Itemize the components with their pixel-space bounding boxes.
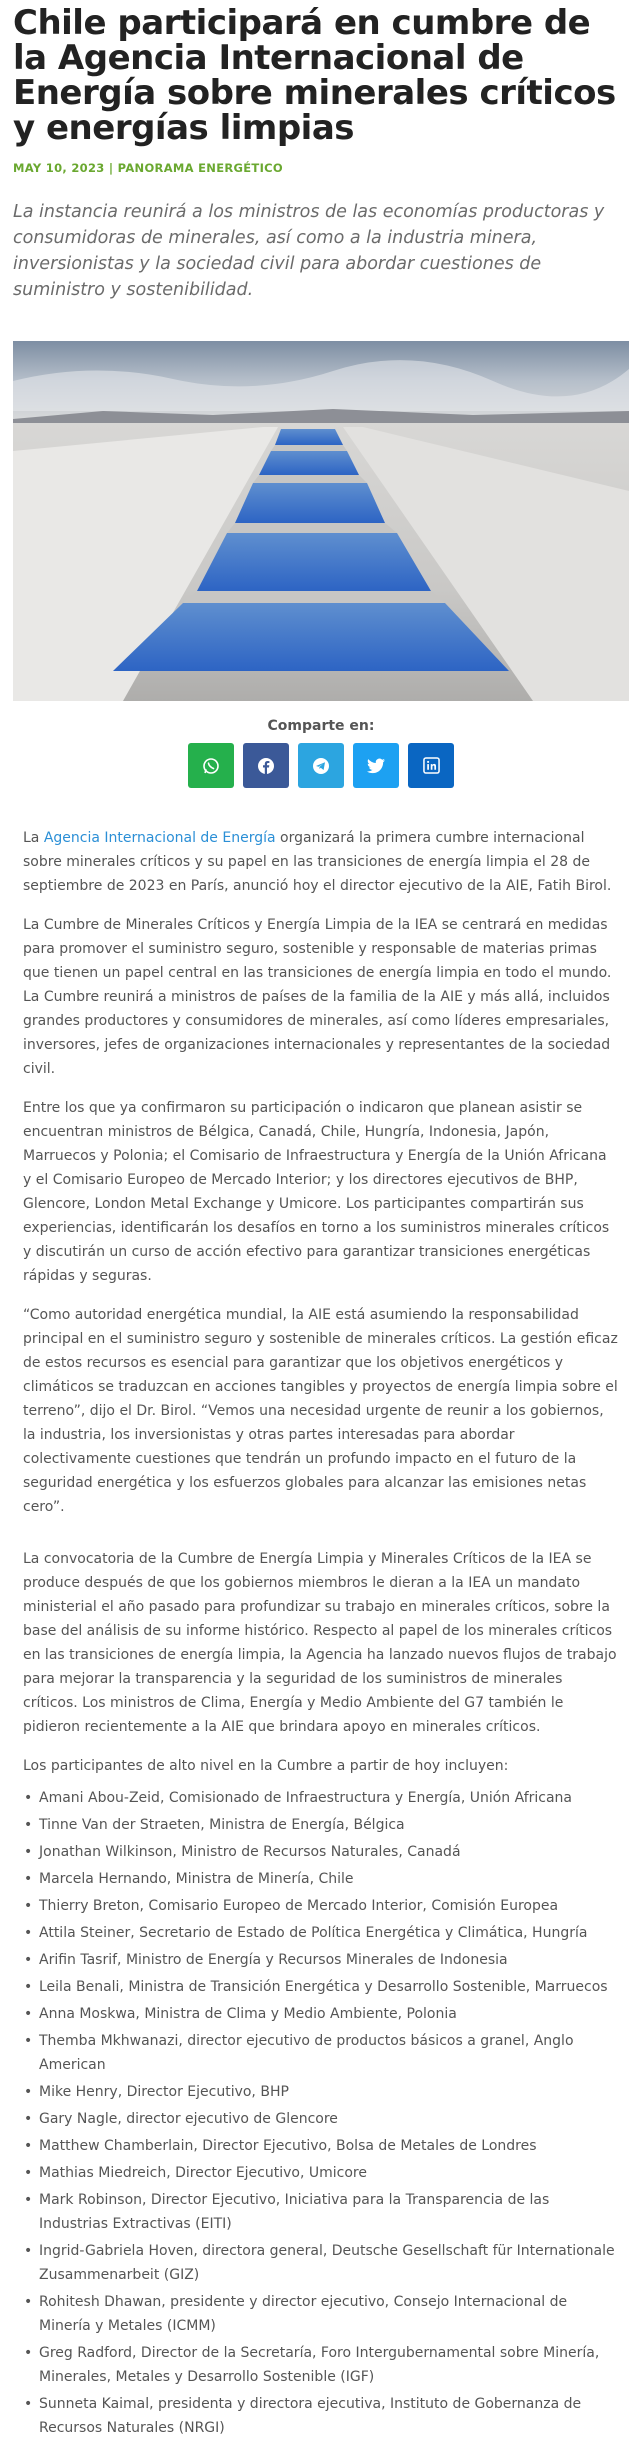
participants-list bbox=[23, 1786, 619, 2440]
linkedin-icon bbox=[423, 757, 440, 774]
twitter-icon bbox=[367, 758, 385, 774]
list-item: • Mark Robinson, Director Ejecutivo, Iniciativa para la Transparencia de las Industrias Extractivas (EITI) bbox=[23, 2188, 619, 2236]
list-item: • Attila Steiner, Secretario de Estado de Política Energética y Climática, Hungría bbox=[23, 1921, 619, 1945]
facebook-icon bbox=[257, 757, 275, 775]
list-item: • Tinne Van der Straeten, Ministra de Energía, Bélgica bbox=[23, 1813, 619, 1837]
list-item: • Ingrid-Gabriela Hoven, directora general, Deutsche Gesellschaft für Internationale Zusammenarbeit (GIZ) bbox=[23, 2239, 619, 2287]
share-twitter-button[interactable] bbox=[353, 743, 399, 788]
article-body bbox=[13, 826, 629, 2440]
paragraph-convocation: La convocatoria de la Cumbre de Energía Limpia y Minerales Críticos de la IEA se produce después de que los gobiernos miembros le dieran a la IEA un mandato ministerial el año pasado para profundizar su trabajo en minerales críticos, sobre la base del análisis de su informe histórico. Respecto al papel de los minerales críticos en las transiciones de energía limpia, la Agencia ha lanzado nuevos flujos de trabajo para mejorar la transparencia y la seguridad de los suministros de minerales críticos. Los ministros de Clima, Energía y Medio Ambiente del G7 también le pidieron recientemente a la AIE que brindara apoyo en minerales críticos. bbox=[23, 1551, 617, 1735]
list-item: • Leila Benali, Ministra de Transición Energética y Desarrollo Sostenible, Marruecos bbox=[23, 1975, 619, 1999]
share-telegram-button[interactable] bbox=[298, 743, 344, 788]
share-section bbox=[13, 718, 629, 788]
paragraph-confirmed-participants: Entre los que ya confirmaron su participación o indicaron que planean asistir se encuentran ministros de Bélgica, Canadá, Chile, Hungría, Indonesia, Japón, Marruecos y Polonia; el Comisario de Infraestructura y Energía de la Unión Africana y el Comisario Europeo de Mercado Interior; y los directores ejecutivos de BHP, Glencore, London Metal Exchange y Umicore. Los participantes compartirán sus experiencias, identificarán los desafíos en torno a los suministros minerales críticos y discutirán un curso de acción efectivo para garantizar transiciones energéticas rápidas y seguras. bbox=[23, 1100, 610, 1284]
list-item: • Thierry Breton, Comisario Europeo de Mercado Interior, Comisión Europea bbox=[23, 1894, 619, 1918]
paragraph-birol-quote: “Como autoridad energética mundial, la AIE está asumiendo la responsabilidad principal en el suministro seguro y sostenible de minerales críticos. La gestión eficaz de estos recursos es esencial para garantizar que los objetivos energéticos y climáticos se traduzcan en acciones tangibles y proyectos de energía limpia sobre el terreno”, dijo el Dr. Birol. “Vemos una necesidad urgente de reunir a los gobiernos, la industria, los inversionistas y otras partes interesadas para abordar colectivamente cuestiones que tendrán un profundo impacto en el futuro de la seguridad energética y los esfuerzos globales para alcanzar las emisiones netas cero”. bbox=[23, 1307, 618, 1515]
share-label: Comparte en: bbox=[267, 718, 375, 734]
share-whatsapp-button[interactable] bbox=[188, 743, 234, 788]
hero-illustration bbox=[13, 341, 629, 701]
intro-prefix: La bbox=[23, 830, 44, 846]
article-meta: MAY 10, 2023 | PANORAMA ENERGÉTICO bbox=[13, 161, 283, 175]
list-item: • Jonathan Wilkinson, Ministro de Recursos Naturales, Canadá bbox=[23, 1840, 619, 1864]
paragraph-intro bbox=[23, 826, 619, 898]
list-item: • Matthew Chamberlain, Director Ejecutivo, Bolsa de Metales de Londres bbox=[23, 2134, 619, 2158]
intro-rest: organizará la primera cumbre internacional sobre minerales críticos y su papel en las transiciones de energía limpia el 28 de septiembre de 2023 en París, anunció hoy el director ejecutivo de la AIE, Fatih Birol. bbox=[23, 830, 612, 894]
iea-link[interactable]: Agencia Internacional de Energía bbox=[43, 830, 276, 846]
list-item: • Mathias Miedreich, Director Ejecutivo, Umicore bbox=[23, 2161, 619, 2185]
list-item: • Marcela Hernando, Ministra de Minería, Chile bbox=[23, 1867, 619, 1891]
list-item: • Mike Henry, Director Ejecutivo, BHP bbox=[23, 2080, 619, 2104]
list-item: • Gary Nagle, director ejecutivo de Glencore bbox=[23, 2107, 619, 2131]
share-buttons bbox=[13, 743, 629, 788]
share-linkedin-button[interactable] bbox=[408, 743, 454, 788]
whatsapp-icon bbox=[202, 757, 220, 775]
paragraph-summit-focus: La Cumbre de Minerales Críticos y Energía Limpia de la IEA se centrará en medidas para promover el suministro seguro, sostenible y responsable de materias primas que tienen un papel central en las transiciones de energía limpia en todo el mundo. La Cumbre reunirá a ministros de países de la familia de la AIE y más allá, incluidos grandes productores y consumidores de minerales, así como líderes empresariales, inversores, jefes de organizaciones internacionales y representantes de la sociedad civil. bbox=[23, 917, 612, 1077]
list-item: • Arifin Tasrif, Ministro de Energía y Recursos Minerales de Indonesia bbox=[23, 1948, 619, 1972]
list-item: • Amani Abou-Zeid, Comisionado de Infraestructura y Energía, Unión Africana bbox=[23, 1786, 619, 1810]
list-item: • Rohitesh Dhawan, presidente y director ejecutivo, Consejo Internacional de Minería y Metales (ICMM) bbox=[23, 2290, 619, 2338]
paragraph-participants-intro: Los participantes de alto nivel en la Cumbre a partir de hoy incluyen: bbox=[23, 1758, 509, 1774]
list-item: • Anna Moskwa, Ministra de Clima y Medio Ambiente, Polonia bbox=[23, 2002, 619, 2026]
list-item: • Sunneta Kaimal, presidenta y directora ejecutiva, Instituto de Gobernanza de Recursos Naturales (NRGI) bbox=[23, 2392, 619, 2440]
list-item: • Themba Mkhwanazi, director ejecutivo de productos básicos a granel, Anglo American bbox=[23, 2029, 619, 2077]
article-title: Chile participará en cumbre de la Agencia Internacional de Energía sobre minerales críticos y energías limpias bbox=[13, 3, 616, 148]
hero-image-salt-evaporation-ponds bbox=[13, 341, 629, 701]
telegram-icon bbox=[312, 757, 330, 775]
list-item: • Greg Radford, Director de la Secretaría, Foro Intergubernamental sobre Minería, Minerales, Metales y Desarrollo Sostenible (IGF) bbox=[23, 2341, 619, 2389]
article-lead: La instancia reunirá a los ministros de las economías productoras y consumidoras de minerales, así como a la industria minera, inversionistas y la sociedad civil para abordar cuestiones de suministro y sostenibilidad. bbox=[13, 202, 605, 300]
share-facebook-button[interactable] bbox=[243, 743, 289, 788]
